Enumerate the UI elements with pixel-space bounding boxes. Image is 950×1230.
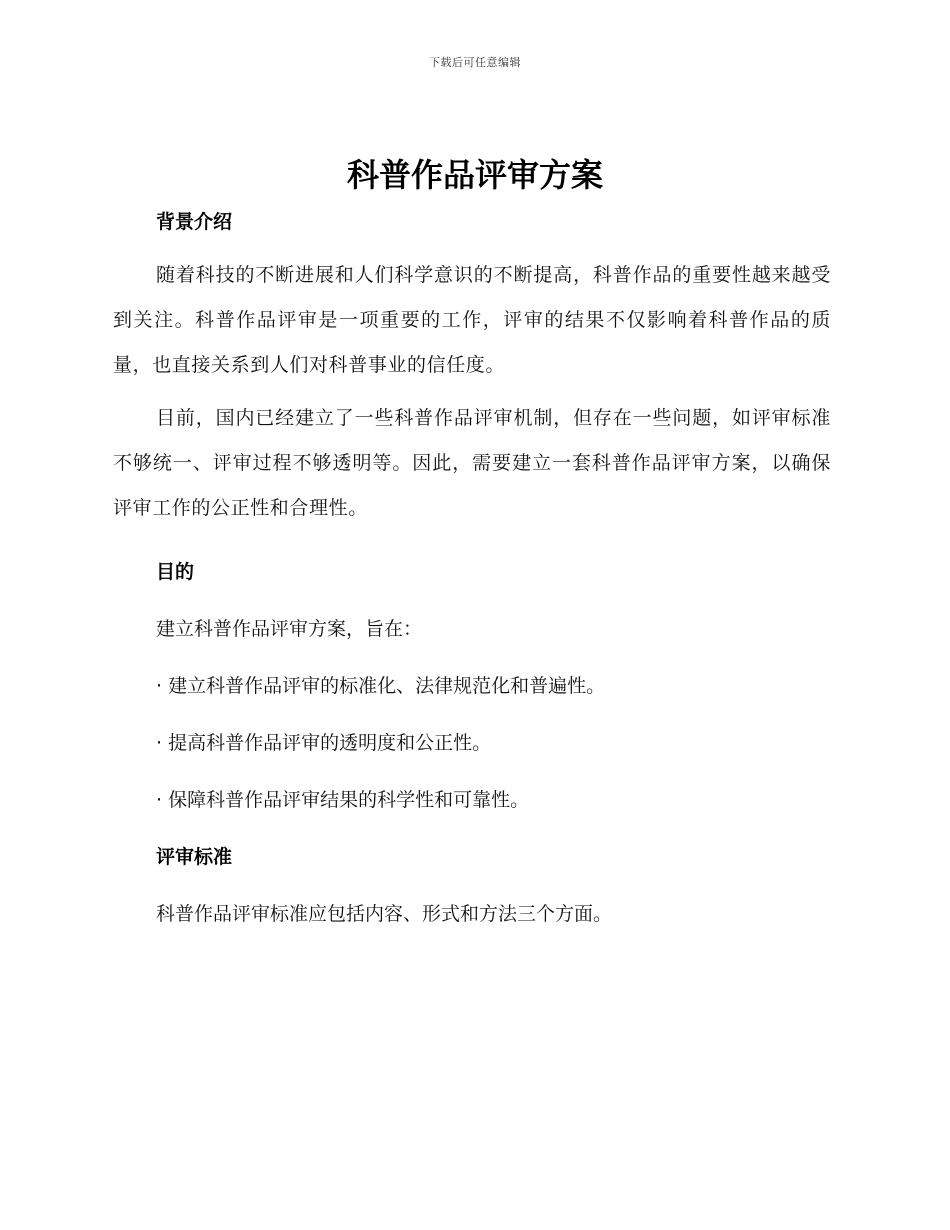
section-heading-criteria: 评审标准 xyxy=(156,846,233,868)
section-heading-background: 背景介绍 xyxy=(156,211,233,233)
document-body xyxy=(113,206,831,930)
page-header-note: 下载后可任意编辑 xyxy=(429,56,521,69)
list-item: · 提高科普作品评审的透明度和公正性。 xyxy=(156,732,492,754)
paragraph: 科普作品评审标准应包括内容、形式和方法三个方面。 xyxy=(156,903,613,925)
paragraph: 目前，国内已经建立了一些科普作品评审机制，但存在一些问题，如评审标准不够统一、评审过程不够透明等。因此，需要建立一套科普作品评审方案，以确保评审工作的公正性和合理性。 xyxy=(113,407,831,519)
list-item: · 保障科普作品评审结果的科学性和可靠性。 xyxy=(156,789,530,811)
list-item: · 建立科普作品评审的标准化、法律规范化和普遍性。 xyxy=(156,675,606,697)
document-title: 科普作品评审方案 xyxy=(346,156,603,194)
paragraph: 建立科普作品评审方案，旨在： xyxy=(156,618,423,640)
section-heading-purpose: 目的 xyxy=(156,561,195,583)
paragraph: 随着科技的不断进展和人们科学意识的不断提高，科普作品的重要性越来越受到关注。科普作品评审是一项重要的工作，评审的结果不仅影响着科普作品的质量，也直接关系到人们对科普事业的信任度。 xyxy=(113,264,831,376)
